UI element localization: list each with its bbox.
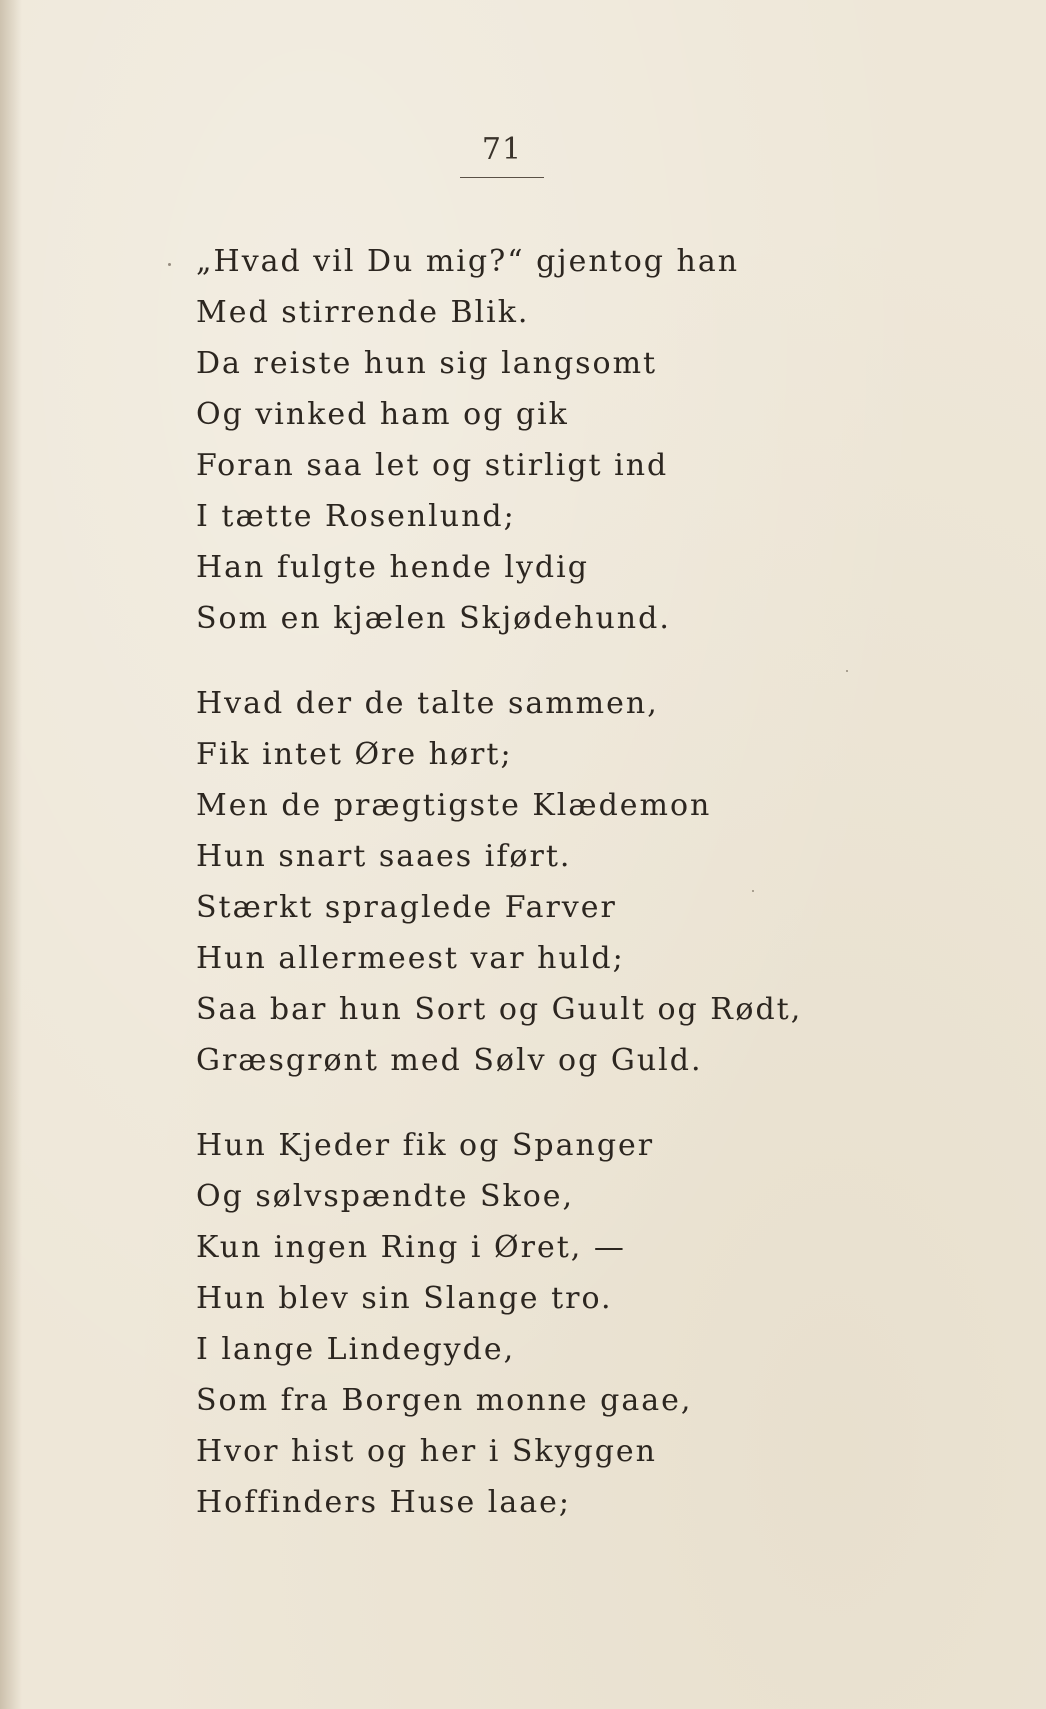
poem-line: Og sølvspændte Skoe, [196,1179,575,1214]
stanza-1 [196,236,816,644]
poem-line: Hun Kjeder fik og Spanger [196,1128,655,1163]
poem-line: „Hvad vil Du mig?“ gjentog han [196,244,740,279]
poem-line: Men de prægtigste Klædemon [196,788,712,823]
poem-line: I lange Lindegyde, [196,1332,516,1367]
poem-line: Og vinked ham og gik [196,397,569,432]
poem-line: Med stirrende Blik. [196,295,530,330]
poem-line: Stærkt spraglede Farver [196,890,617,925]
stanza-2 [196,678,816,1086]
poem-text [196,236,816,1528]
poem-line: Hvor hist og her i Skyggen [196,1434,657,1469]
poem-line: Hun blev sin Slange tro. [196,1281,613,1316]
poem-line: Hvad der de talte sammen, [196,686,659,721]
poem-line: Græsgrønt med Sølv og Guld. [196,1043,703,1078]
paper-speck [752,890,754,892]
poem-line: Hun snart saaes iført. [196,839,572,874]
page-gutter-shadow [0,0,22,1709]
poem-line: Foran saa let og stirligt ind [196,448,669,483]
poem-line: Da reiste hun sig langsomt [196,346,658,381]
page-number-rule [460,177,544,178]
poem-line: Kun ingen Ring i Øret, — [196,1230,626,1265]
poem-line: Hoffinders Huse laae; [196,1485,571,1520]
paper-speck [168,263,171,266]
poem-line: Fik intet Øre hørt; [196,737,513,772]
poem-line: Som en kjælen Skjødehund. [196,601,671,636]
poem-line: Han fulgte hende lydig [196,550,589,585]
page-number: 71 [481,132,523,167]
poem-line: Som fra Borgen monne gaae, [196,1383,693,1418]
poem-line: Saa bar hun Sort og Guult og Rødt, [196,992,803,1027]
poem-line: Hun allermeest var huld; [196,941,625,976]
poem-line: I tætte Rosenlund; [196,499,516,534]
stanza-3 [196,1120,816,1528]
paper-speck [846,670,848,672]
